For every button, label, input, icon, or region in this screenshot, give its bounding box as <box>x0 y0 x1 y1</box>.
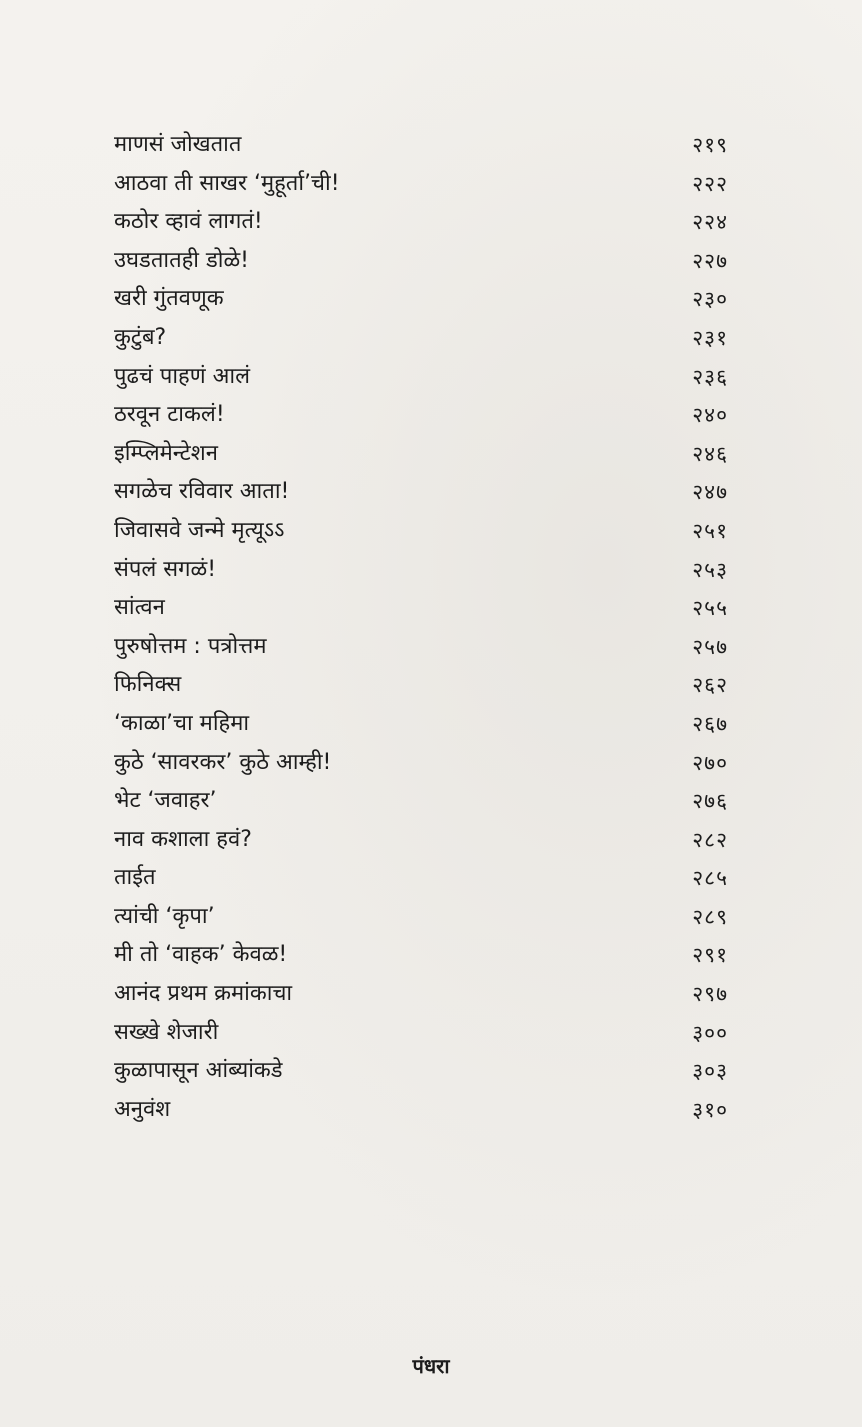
toc-entry-page-number: २८२ <box>692 827 728 852</box>
toc-entry-title: भेट ‘जवाहर’ <box>114 788 217 814</box>
toc-entry-page-number: २४६ <box>692 441 728 466</box>
toc-entry <box>114 628 728 667</box>
toc-entry <box>114 551 728 590</box>
toc-entry-title: नाव कशाला हवं? <box>114 826 252 852</box>
toc-entry-title: ‘काळा’चा महिमा <box>114 710 250 736</box>
toc-entry <box>114 242 728 281</box>
toc-entry-title: ठरवून टाकलं! <box>114 402 225 428</box>
toc-entry-page-number: २९१ <box>692 943 728 968</box>
toc-entry-title: अनुवंश <box>114 1096 171 1122</box>
toc-entry-title: कुळापासून आंब्यांकडे <box>114 1058 283 1084</box>
toc-entry <box>114 975 728 1014</box>
toc-entry <box>114 859 728 898</box>
toc-entry-title: कुटुंब? <box>114 324 167 350</box>
toc-entry-title: सगळेच रविवार आता! <box>114 479 290 505</box>
toc-entry-title: ताईत <box>114 865 156 891</box>
toc-entry <box>114 666 728 705</box>
toc-entry-title: आनंद प्रथम क्रमांकाचा <box>114 981 293 1007</box>
toc-entry-page-number: २७० <box>692 750 728 775</box>
toc-entry <box>114 782 728 821</box>
toc-entry-page-number: २५३ <box>692 557 728 582</box>
toc-entry <box>114 898 728 937</box>
toc-entry-title: पुरुषोत्तम : पत्रोत्तम <box>114 633 267 659</box>
toc-entry-page-number: २२७ <box>692 248 728 273</box>
toc-entry <box>114 203 728 242</box>
toc-entry <box>114 705 728 744</box>
toc-entry-title: माणसं जोखतात <box>114 132 242 157</box>
toc-entry-title: इम्प्लिमेन्टेशन <box>114 440 218 466</box>
toc-entry <box>114 358 728 397</box>
toc-entry-page-number: २४७ <box>692 480 728 505</box>
toc-entry <box>114 319 728 358</box>
toc-entry-page-number: ३०३ <box>692 1059 728 1084</box>
toc-entry <box>114 396 728 435</box>
toc-entry-page-number: २५७ <box>692 634 728 659</box>
toc-entry-title: मी तो ‘वाहक’ केवळ! <box>114 942 288 968</box>
toc-entry-page-number: २३० <box>692 287 728 312</box>
toc-entry-page-number: २९७ <box>692 982 728 1007</box>
toc-entry-title: उघडतातही डोळे! <box>114 247 249 273</box>
toc-entry-page-number: २५१ <box>692 518 728 543</box>
toc-entry-page-number: २४० <box>692 403 728 428</box>
toc-entry-page-number: २३१ <box>692 325 728 350</box>
toc-entry <box>114 473 728 512</box>
toc-entry-page-number: २२२ <box>692 171 728 196</box>
toc-entry <box>114 280 728 319</box>
toc-entry-page-number: २१९ <box>692 133 728 157</box>
toc-entry-title: त्यांची ‘कृपा’ <box>114 903 215 929</box>
toc-entry-page-number: २२४ <box>692 210 728 235</box>
toc-entry-title: खरी गुंतवणूक <box>114 286 224 312</box>
toc-entry-title: आठवा ती साखर ‘मुहूर्ता’ची! <box>114 170 340 196</box>
toc-entry-page-number: ३१० <box>692 1097 728 1122</box>
toc-entry <box>114 1014 728 1053</box>
toc-entry-page-number: २६२ <box>692 673 728 698</box>
toc-entry-title: सांत्वन <box>114 595 165 621</box>
toc-entry <box>114 126 728 165</box>
toc-entry-page-number: २५५ <box>692 596 728 621</box>
toc-entry <box>114 589 728 628</box>
toc-entry-title: जिवासवे जन्मे मृत्यूऽऽ <box>114 517 285 543</box>
toc-entry <box>114 165 728 204</box>
toc-entry-page-number: २६७ <box>692 711 728 736</box>
toc-entry-page-number: २३६ <box>692 364 728 389</box>
page-number-footer: पंधरा <box>412 1354 450 1378</box>
table-of-contents <box>114 126 728 1129</box>
toc-entry-page-number: २८९ <box>692 904 728 929</box>
toc-entry-page-number: २८५ <box>692 866 728 891</box>
toc-entry <box>114 435 728 474</box>
toc-entry <box>114 512 728 551</box>
toc-entry-title: संपलं सगळं! <box>114 556 217 582</box>
toc-entry-page-number: २७६ <box>692 789 728 814</box>
toc-entry-title: कुठे ‘सावरकर’ कुठे आम्ही! <box>114 749 332 775</box>
toc-entry <box>114 821 728 860</box>
toc-entry <box>114 1052 728 1091</box>
toc-entry <box>114 1091 728 1130</box>
toc-entry-title: सख्खे शेजारी <box>114 1019 219 1045</box>
toc-entry-title: कठोर व्हावं लागतं! <box>114 209 263 235</box>
toc-entry <box>114 744 728 783</box>
toc-entry-page-number: ३०० <box>692 1020 728 1045</box>
toc-entry-title: पुढचं पाहणं आलं <box>114 363 251 389</box>
toc-entry-title: फिनिक्स <box>114 672 182 698</box>
toc-entry <box>114 936 728 975</box>
